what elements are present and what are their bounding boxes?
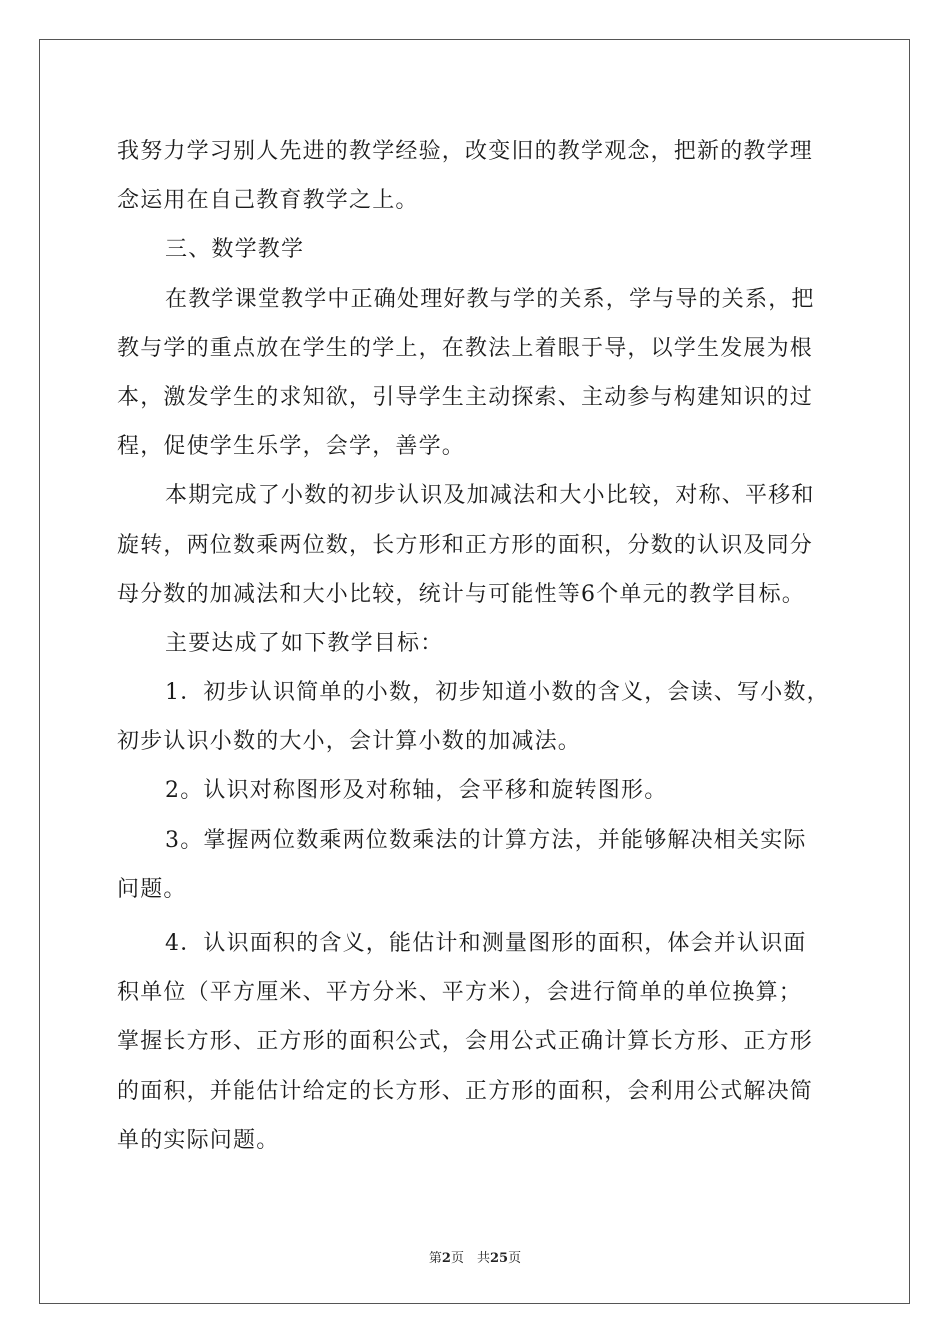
list-item-line: 单的实际问题。: [117, 1127, 280, 1153]
current-page-number: 2: [441, 1251, 451, 1266]
paragraph-line: 我努力学习别人先进的教学经验，改变旧的教学观念，把新的教学理: [117, 139, 814, 164]
list-item-line: 掌握长方形、正方形的面积公式，会用公式正确计算长方形、正方形: [117, 1029, 814, 1055]
list-item-line: 3。掌握两位数乘两位数乘法的计算方法，并能够解决相关实际: [165, 827, 807, 853]
paragraph-line: 本，激发学生的求知欲，引导学生主动探索、主动参与构建知识的过: [117, 384, 814, 410]
page-footer: [0, 1247, 950, 1266]
list-item-line: 初步认识小数的大小，会计算小数的加减法。: [117, 729, 582, 755]
paragraph-line: 程，促使学生乐学，会学，善学。: [117, 434, 466, 460]
paragraph-line: 在教学课堂教学中正确处理好教与学的关系，学与导的关系，把: [165, 286, 815, 312]
page-suffix: 页: [508, 1251, 522, 1266]
total-pages-number: 25: [489, 1251, 509, 1266]
paragraph-line: 旋转，两位数乘两位数，长方形和正方形的面积，分数的认识及同分: [117, 532, 814, 558]
page-separator: 页 共: [450, 1251, 490, 1266]
paragraph-line: 教与学的重点放在学生的学上，在教法上着眼于导，以学生发展为根: [117, 335, 814, 361]
list-item-line: 积单位（平方厘米、平方分米、平方米），会进行简单的单位换算；: [117, 980, 803, 1006]
paragraph-line: 主要达成了如下教学目标：: [165, 630, 444, 656]
list-item-line: 1．初步认识简单的小数，初步知道小数的含义，会读、写小数，: [165, 680, 830, 706]
page-prefix: 第: [428, 1251, 442, 1266]
paragraph-line: 念运用在自己教育教学之上。: [117, 188, 419, 214]
list-item-line: 的面积，并能估计给定的长方形、正方形的面积，会利用公式解决简: [117, 1078, 814, 1104]
section-heading: 三、数学教学: [165, 237, 305, 263]
list-item-line: 4．认识面积的含义，能估计和测量图形的面积，体会并认识面: [165, 931, 807, 956]
list-item-line: 2。认识对称图形及对称轴，会平移和旋转图形。: [165, 778, 668, 804]
document-body: [117, 127, 837, 1165]
paragraph-line: 母分数的加减法和大小比较，统计与可能性等6个单元的教学目标。: [117, 581, 805, 607]
list-item-line: 问题。: [117, 876, 187, 902]
paragraph-line: 本期完成了小数的初步认识及加减法和大小比较，对称、平移和: [165, 483, 815, 509]
